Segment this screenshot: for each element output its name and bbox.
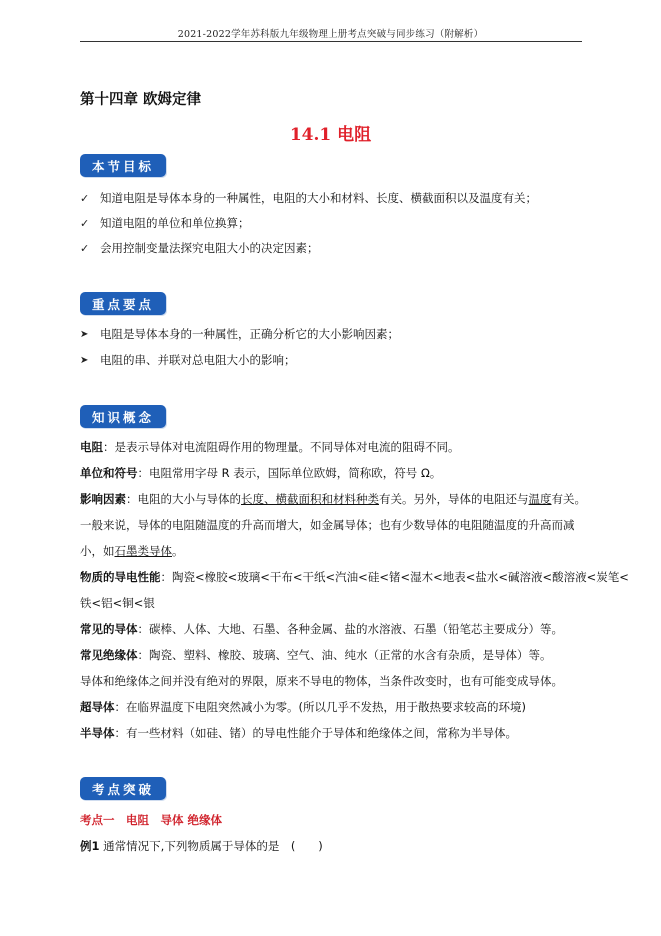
chapter-title: 第十四章 欧姆定律: [80, 91, 202, 108]
concept-insulators: [80, 647, 552, 663]
term-label: 电阻: [80, 440, 103, 454]
objective-text: 会用控制变量法探究电阻大小的决定因素；: [100, 241, 319, 255]
check-icon: ✓: [80, 191, 90, 205]
objective-item: [80, 190, 537, 206]
concept-conductors: [80, 621, 563, 637]
section-title: 14.1 电阻: [289, 125, 372, 145]
objective-text: 知道电阻是导体本身的一种属性，电阻的大小和材料、长度、横截面积以及温度有关；: [100, 191, 537, 205]
term-text: 有关。: [551, 492, 586, 506]
header-rule: [80, 41, 582, 42]
term-text: ：陶瓷<橡胶<玻璃<干布<干纸<汽油<硅<锗<湿木<地表<盐水<碱溶液<酸溶液<炭笔<: [160, 570, 629, 584]
concept-factors-line-2: 一般来说，导体的电阻随温度的升高而增大，如金属导体；也有少数导体的电阻随温度的升高而减: [80, 518, 575, 532]
concept-superconductor: [80, 699, 526, 715]
concept-unit: [80, 465, 441, 481]
concept-factors: [80, 491, 586, 507]
term-text: ：电阻常用字母 R 表示，国际单位欧姆，简称欧，符号 Ω。: [137, 466, 442, 480]
term-label: 常见的导体: [80, 622, 138, 636]
underlined-text: 长度、横截面积和材料种类: [241, 492, 379, 506]
topic-heading: 考点一 电阻 导体 绝缘体: [80, 813, 223, 827]
term-label: 影响因素: [80, 492, 126, 506]
running-header: 2021-2022学年苏科版九年级物理上册考点突破与同步练习（附解析）: [177, 29, 484, 40]
example-label: 例1: [80, 839, 100, 853]
key-point-text: 电阻的串、并联对总电阻大小的影响；: [100, 353, 296, 367]
arrow-icon: ➤: [80, 354, 89, 366]
term-label: 超导体: [80, 700, 115, 714]
term-text: ：碳棒、人体、大地、石墨、各种金属、盐的水溶液、石墨（铅笔芯主要成分）等。: [137, 622, 563, 636]
concept-semiconductor: [80, 725, 517, 741]
term-label: 单位和符号: [80, 466, 138, 480]
key-point-item: [80, 326, 399, 342]
term-text: 。: [172, 544, 184, 558]
term-text: ：陶瓷、塑料、橡胶、玻璃、空气、油、纯水（正常的水含有杂质，是导体）等。: [137, 648, 552, 662]
concept-boundary: 导体和绝缘体之间并没有绝对的界限，原来不导电的物体，当条件改变时，也有可能变成导体。: [80, 674, 563, 688]
objective-text: 知道电阻的单位和单位换算；: [100, 216, 250, 230]
term-text: ：有一些材料（如硅、锗）的导电性能介于导体和绝缘体之间，常称为半导体。: [114, 726, 517, 740]
term-text: ：在临界温度下电阻突然减小为零。(所以几乎不发热，用于散热要求较高的环境): [114, 700, 526, 714]
underlined-text: 温度: [528, 492, 552, 506]
key-point-text: 电阻是导体本身的一种属性，正确分析它的大小影响因素；: [100, 327, 399, 341]
check-icon: ✓: [80, 241, 90, 255]
objective-item: [80, 240, 319, 256]
term-label: 物质的导电性能: [80, 570, 161, 584]
example-question: [80, 838, 323, 854]
concepts-badge: 知识概念: [80, 405, 166, 428]
example-text: 通常情况下,下列物质属于导体的是 ( ): [103, 839, 323, 853]
concept-factors-line-3: [80, 543, 184, 559]
arrow-icon: ➤: [80, 328, 89, 340]
objective-item: [80, 215, 250, 231]
check-icon: ✓: [80, 216, 90, 230]
objectives-badge: 本节目标: [80, 154, 166, 177]
term-text: ：是表示导体对电流阻碍作用的物理量。不同导体对电流的阻碍不同。: [103, 440, 460, 454]
concept-conductivity-line-2: 铁<铝<铜<银: [80, 596, 155, 610]
key-points-badge: 重点要点: [80, 292, 166, 315]
concept-resistance: [80, 439, 460, 455]
breakthrough-badge: 考点突破: [80, 777, 166, 800]
term-text: ：电阻的大小与导体的: [126, 492, 241, 506]
term-text: 有关。另外，导体的电阻还与: [379, 492, 529, 506]
term-text: 小，如: [80, 544, 115, 558]
underlined-text: 石墨类导体: [114, 544, 172, 558]
term-label: 常见绝缘体: [80, 648, 138, 662]
key-point-item: [80, 352, 296, 368]
term-label: 半导体: [80, 726, 115, 740]
concept-conductivity: [80, 569, 629, 585]
